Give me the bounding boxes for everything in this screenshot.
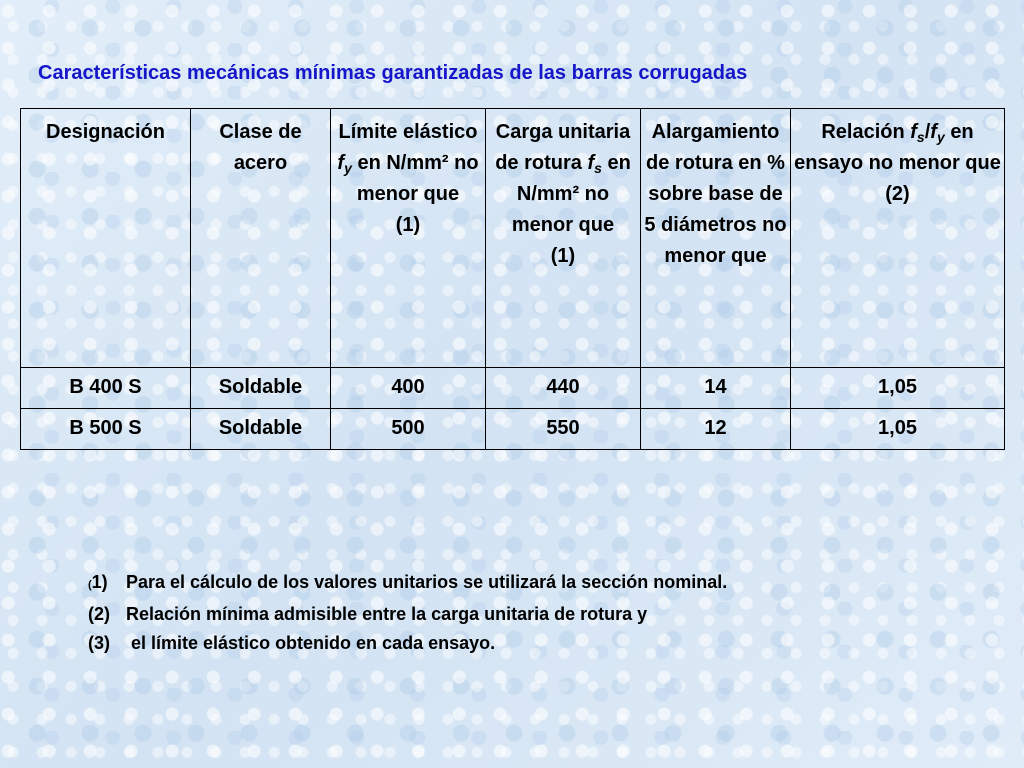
cell-relacion: 1,05 (791, 409, 1005, 450)
header-clase-acero: Clase de acero (191, 109, 331, 368)
cell-carga: 440 (486, 368, 641, 409)
header-limite-text: Límite elástico (338, 121, 478, 143)
symbol-f: f (930, 121, 937, 143)
header-relacion (791, 109, 1005, 368)
cell-limite: 400 (331, 368, 486, 409)
subscript-y: y (936, 129, 945, 145)
footnote-text: Para el cálculo de los valores unitarios se utilizará la sección nominal. (126, 572, 728, 592)
header-relacion-note: (2) (885, 183, 910, 205)
footnote-number: (2) (88, 604, 110, 624)
header-relacion-rest-text: en ensayo no menor que (794, 121, 1001, 174)
header-limite-elastico (331, 109, 486, 368)
footnote-number: 1) (91, 572, 108, 592)
cell-designacion: B 400 S (21, 368, 191, 409)
header-carga-note: (1) (550, 245, 576, 267)
slash: / (924, 121, 931, 143)
footnote-3 (88, 629, 727, 658)
header-carga-unitaria (486, 109, 641, 368)
cell-clase: Soldable (191, 368, 331, 409)
header-carga-unit-text: en N/mm² no menor que (511, 152, 631, 236)
cell-alargamiento: 14 (641, 368, 791, 409)
header-alargamiento: Alargamiento de rotura en % sobre base de 5 diámetros no menor que (641, 109, 791, 368)
subscript-y: y (344, 160, 352, 176)
cell-limite: 500 (331, 409, 486, 450)
footnote-open-paren: ( (88, 579, 92, 591)
subscript-s: s (916, 129, 925, 145)
cell-carga: 550 (486, 409, 641, 450)
header-relacion-text: Relación (821, 121, 905, 143)
header-limite-note: (1) (395, 214, 421, 236)
footnote-text: el límite elástico obtenido en cada ensayo. (126, 633, 496, 653)
header-limite-unit-text: en N/mm² no menor que (356, 152, 479, 205)
table-row (21, 409, 1005, 450)
mechanical-properties-table (20, 108, 1005, 450)
footnote-text: Relación mínima admisible entre la carga unitaria de rotura y (126, 604, 648, 624)
cell-clase: Soldable (191, 409, 331, 450)
footnote-number: (3) (88, 633, 110, 653)
subscript-s: s (594, 160, 602, 176)
footnote-1 (88, 568, 727, 600)
header-carga-text: Carga unitaria de rotura (495, 121, 631, 174)
page-title: Características mecánicas mínimas garantizadas de las barras corrugadas (38, 62, 748, 84)
symbol-f: f (910, 121, 917, 143)
symbol-f: f (337, 152, 345, 174)
header-designacion: Designación (21, 109, 191, 368)
footnotes (88, 568, 727, 658)
cell-alargamiento: 12 (641, 409, 791, 450)
table-row (21, 368, 1005, 409)
symbol-f: f (587, 152, 595, 174)
footnote-2 (88, 600, 727, 629)
cell-designacion: B 500 S (21, 409, 191, 450)
table-header-row (21, 109, 1005, 368)
cell-relacion: 1,05 (791, 368, 1005, 409)
